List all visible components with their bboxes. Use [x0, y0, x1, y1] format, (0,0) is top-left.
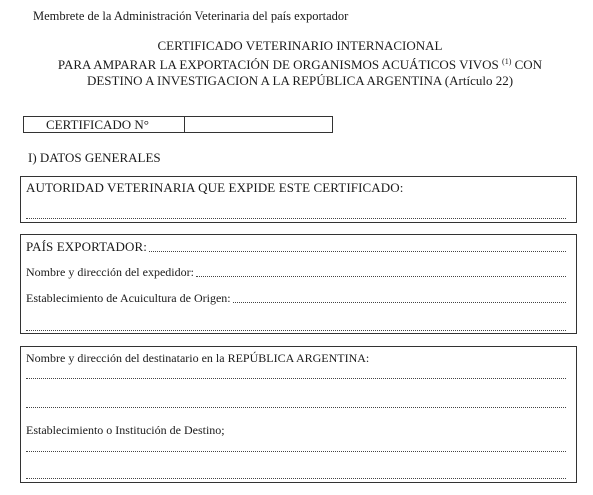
document-title — [20, 38, 580, 89]
origin-row — [26, 291, 566, 306]
origin-label: Establecimiento de Acuicultura de Origen: — [26, 291, 231, 305]
exporter-country-field[interactable] — [149, 251, 566, 252]
recipient-field-line-2[interactable] — [26, 395, 566, 408]
title-line-2-end: CON — [514, 57, 543, 72]
authority-label: AUTORIDAD VETERINARIA QUE EXPIDE ESTE CERTIFICADO: — [26, 180, 404, 195]
exporter-country-label: PAÍS EXPORTADOR: — [26, 239, 148, 254]
destination-label: Establecimiento o Institución de Destino; — [26, 423, 225, 437]
sender-field[interactable] — [196, 276, 566, 277]
certificate-number-field[interactable] — [184, 117, 332, 132]
recipient-field-line-1[interactable] — [26, 366, 566, 379]
authority-field[interactable] — [26, 206, 566, 219]
title-line-2 — [20, 54, 580, 73]
sender-label: Nombre y dirección del expedidor: — [26, 265, 194, 279]
destination-field-line-2[interactable] — [26, 466, 566, 479]
certificate-number-label: CERTIFICADO N° — [46, 116, 150, 132]
origin-field[interactable] — [233, 302, 566, 303]
certificate-number-box — [23, 116, 333, 133]
title-line-2-text: PARA AMPARAR LA EXPORTACIÓN DE ORGANISMOS ACUÁTICOS VIVOS — [57, 57, 499, 72]
authority-box — [20, 176, 577, 223]
sender-row — [26, 265, 566, 280]
title-line-1: CERTIFICADO VETERINARIO INTERNACIONAL — [157, 38, 443, 53]
origin-field-continued[interactable] — [26, 318, 566, 331]
title-line-3: DESTINO A INVESTIGACION A LA REPÚBLICA ARGENTINA (Artículo 22) — [86, 73, 514, 88]
exporter-box — [20, 234, 577, 334]
recipient-label: Nombre y dirección del destinatario en la REPÚBLICA ARGENTINA: — [26, 351, 370, 365]
letterhead-note: Membrete de la Administración Veterinaria del país exportador — [33, 9, 349, 23]
recipient-box — [20, 346, 577, 483]
footnote-marker: (1) — [502, 57, 512, 66]
exporter-country-row — [26, 239, 566, 255]
destination-field-line-1[interactable] — [26, 439, 566, 452]
section-general-data-title: I) DATOS GENERALES — [28, 150, 161, 165]
